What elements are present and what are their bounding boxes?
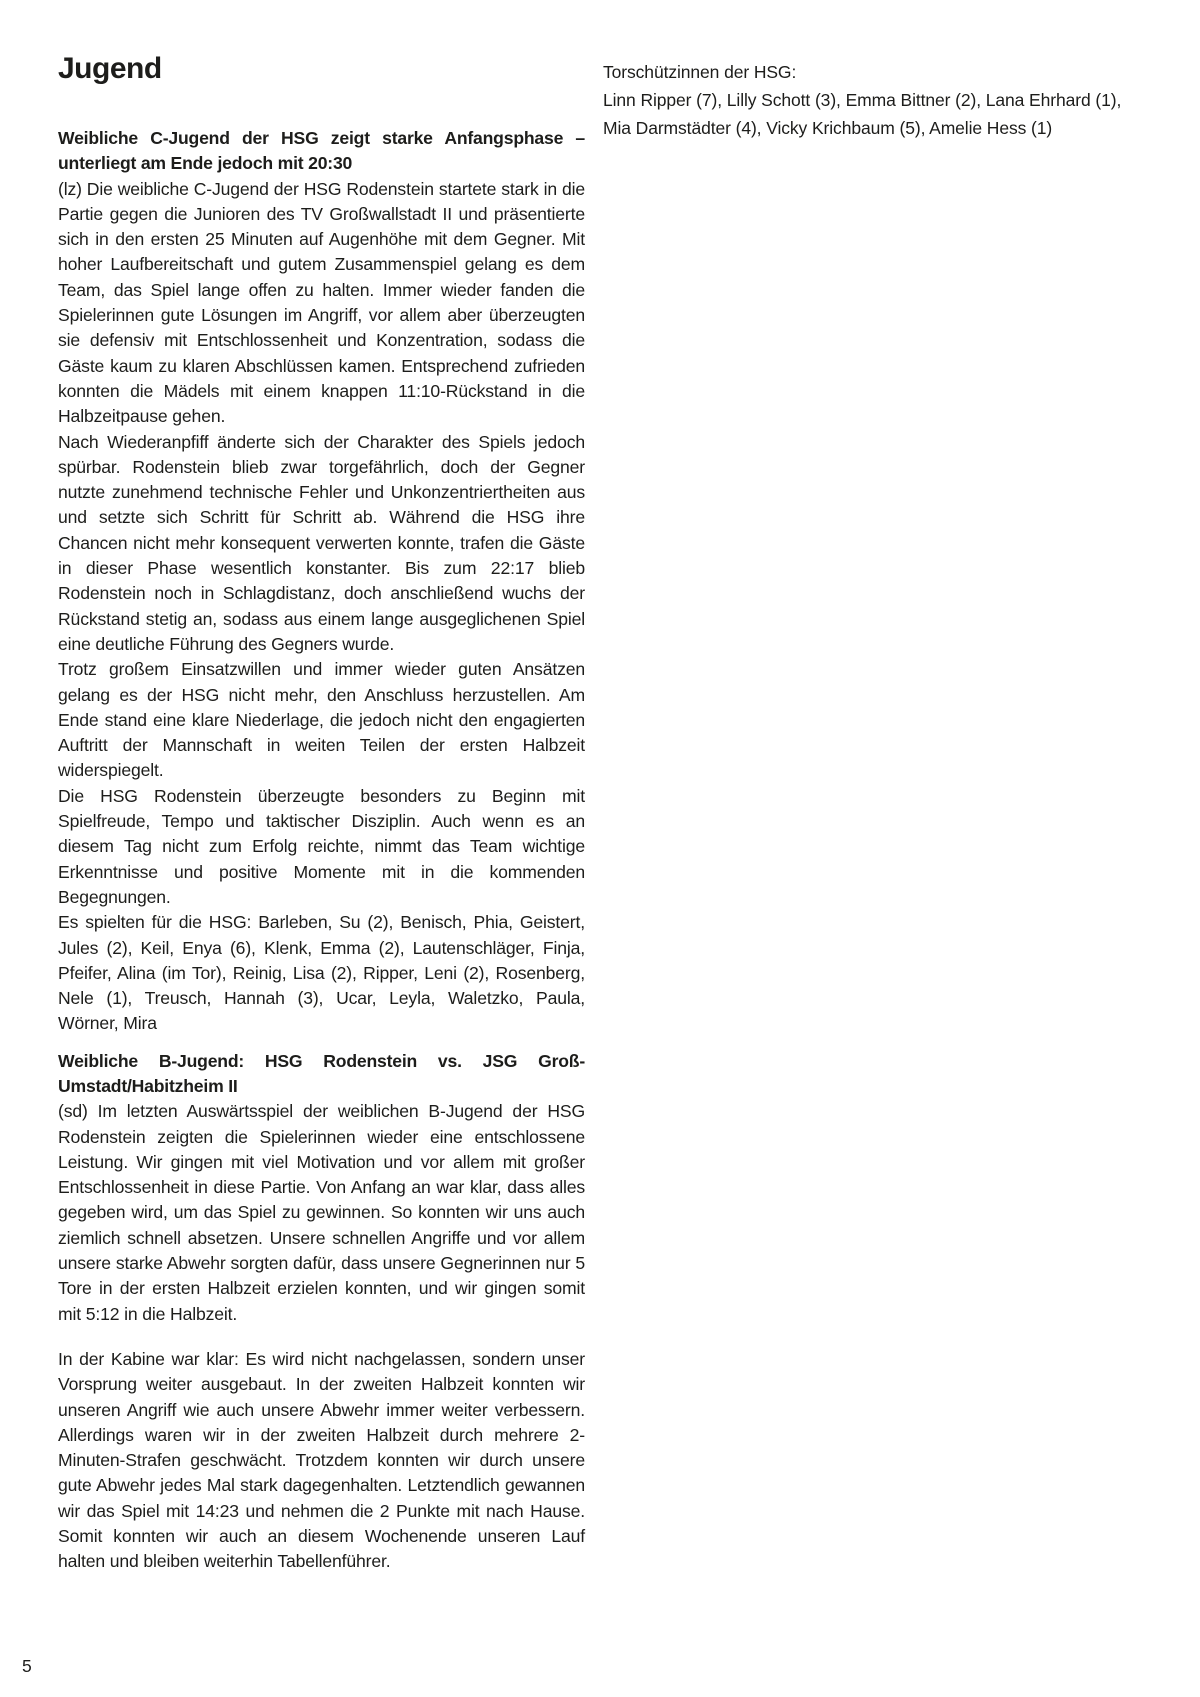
scorers-line-2: Mia Darmstädter (4), Vicky Krichbaum (5), Amelie Hess (1) xyxy=(603,118,1053,138)
right-column xyxy=(603,58,1163,142)
page-number: 5 xyxy=(22,1656,32,1676)
article-c-title-line-1: Weibliche C-Jugend der HSG zeigt starke Anfangsphase – xyxy=(58,128,585,148)
article-c-roster-paragraph: Es spielten für die HSG: Barleben, Su (2), Benisch, Phia, Geistert, Jules (2), Keil, Enya (6), Klenk, Emma (2), Lautenschläger, Finja, Pfeifer, Alina (im Tor), Reinig, Lisa (2), Ripper, Leni (2), Rosenberg, Nele (1), Treusch, Hannah (3), Ucar, Leyla, Waletzko, Paula, Wörner, Mira xyxy=(58,912,585,1034)
article-c-title xyxy=(58,126,585,177)
article-b-jugend xyxy=(58,1049,585,1575)
article-b-paragraph-1: (sd) Im letzten Auswärtsspiel der weiblichen B-Jugend der HSG Rodenstein zeigten die Spielerinnen wieder eine entschlossene Leistung. Wir gingen mit viel Motivation und vor allem mit großer Entschlossenheit in diese Partie. Von Anfang an war klar, dass alles gegeben wird, um das Spiel zu gewinnen. So konnten wir uns auch ziemlich schnell absetzen. Unsere schnellen Angriffe und vor allem unsere starke Abwehr sorgten dafür, dass unsere Gegnerinnen nur 5 Tore in der ersten Halbzeit erzielen konnten, und wir gingen somit mit 5:12 in die Halbzeit. xyxy=(58,1101,585,1324)
article-c-paragraph-4: Die HSG Rodenstein überzeugte besonders zu Beginn mit Spielfreude, Tempo und taktischer Disziplin. Auch wenn es an diesem Tag nicht zum Erfolg reichte, nimmt das Team wichtige Erkenntnisse und positive Momente mit in die kommenden Begegnungen. xyxy=(58,785,585,907)
left-column xyxy=(58,50,585,1575)
article-b-paragraph-2: In der Kabine war klar: Es wird nicht nachgelassen, sondern unser Vorsprung weiter ausgebaut. In der zweiten Halbzeit konnten wir unseren Angriff wie auch unsere Abwehr immer weiter verbessern. Allerdings waren wir in der zweiten Halbzeit durch mehrere 2-Minuten-Strafen geschwächt. Trotzdem konnten wir durch unsere gute Abwehr jedes Mal stark dagegenhalten. Letztendlich gewannen wir das Spiel mit 14:23 und nehmen die 2 Punkte mit nach Hause. Somit konnten wir auch an diesem Wochenende unseren Lauf halten und bleiben weiterhin Tabellenführer. xyxy=(58,1348,585,1572)
article-c-paragraph-2: Nach Wiederanpfiff änderte sich der Charakter des Spiels jedoch spürbar. Rodenstein blieb zwar torgefährlich, doch der Gegner nutzte zunehmend technische Fehler und Unkonzentriertheiten aus und setzte sich Schritt für Schritt ab. Während die HSG ihre Chancen nicht mehr konsequent verwerten konnte, trafen die Gäste in dieser Phase wesentlich konstanter. Bis zum 22:17 blieb Rodenstein noch in Schlagdistanz, doch anschließend wuchs der Rückstand stetig an, sodass aus einem lange ausgeglichenen Spiel eine deutliche Führung des Gegners wurde. xyxy=(58,431,585,654)
article-b-title-line-2: Umstadt/Habitzheim II xyxy=(58,1075,238,1096)
scorers-line-1: Linn Ripper (7), Lilly Schott (3), Emma Bittner (2), Lana Ehrhard (1), xyxy=(603,90,1122,110)
article-c-title-line-2: unterliegt am Ende jedoch mit 20:30 xyxy=(58,153,353,174)
article-c-jugend xyxy=(58,126,585,1037)
scorers-heading: Torschützinnen der HSG: xyxy=(603,62,797,82)
section-heading: Jugend xyxy=(58,52,162,85)
article-c-paragraph-1: (lz) Die weibliche C-Jugend der HSG Rodenstein startete stark in die Partie gegen die Junioren des TV Großwallstadt II und präsentierte sich in den ersten 25 Minuten auf Augenhöhe mit dem Gegner. Mit hoher Laufbereitschaft und gutem Zusammenspiel gelang es dem Team, das Spiel lange offen zu halten. Immer wieder fanden die Spielerinnen gute Lösungen im Angriff, vor allem aber überzeugten sie defensiv mit Entschlossenheit und Konzentration, sodass die Gäste kaum zu klaren Abschlüssen kamen. Entsprechend zufrieden konnten die Mädels mit einem knappen 11:10-Rückstand in die Halbzeitpause gehen. xyxy=(58,178,585,427)
article-b-title-line-1: Weibliche B-Jugend: HSG Rodenstein vs. JSG Groß- xyxy=(58,1050,585,1071)
article-b-title xyxy=(58,1049,585,1100)
article-c-paragraph-3: Trotz großem Einsatzwillen und immer wieder guten Ansätzen gelang es der HSG nicht mehr, den Anschluss herzustellen. Am Ende stand eine klare Niederlage, die jedoch nicht den engagierten Auftritt der Mannschaft in weiten Teilen der ersten Halbzeit widerspiegelt. xyxy=(58,659,585,781)
